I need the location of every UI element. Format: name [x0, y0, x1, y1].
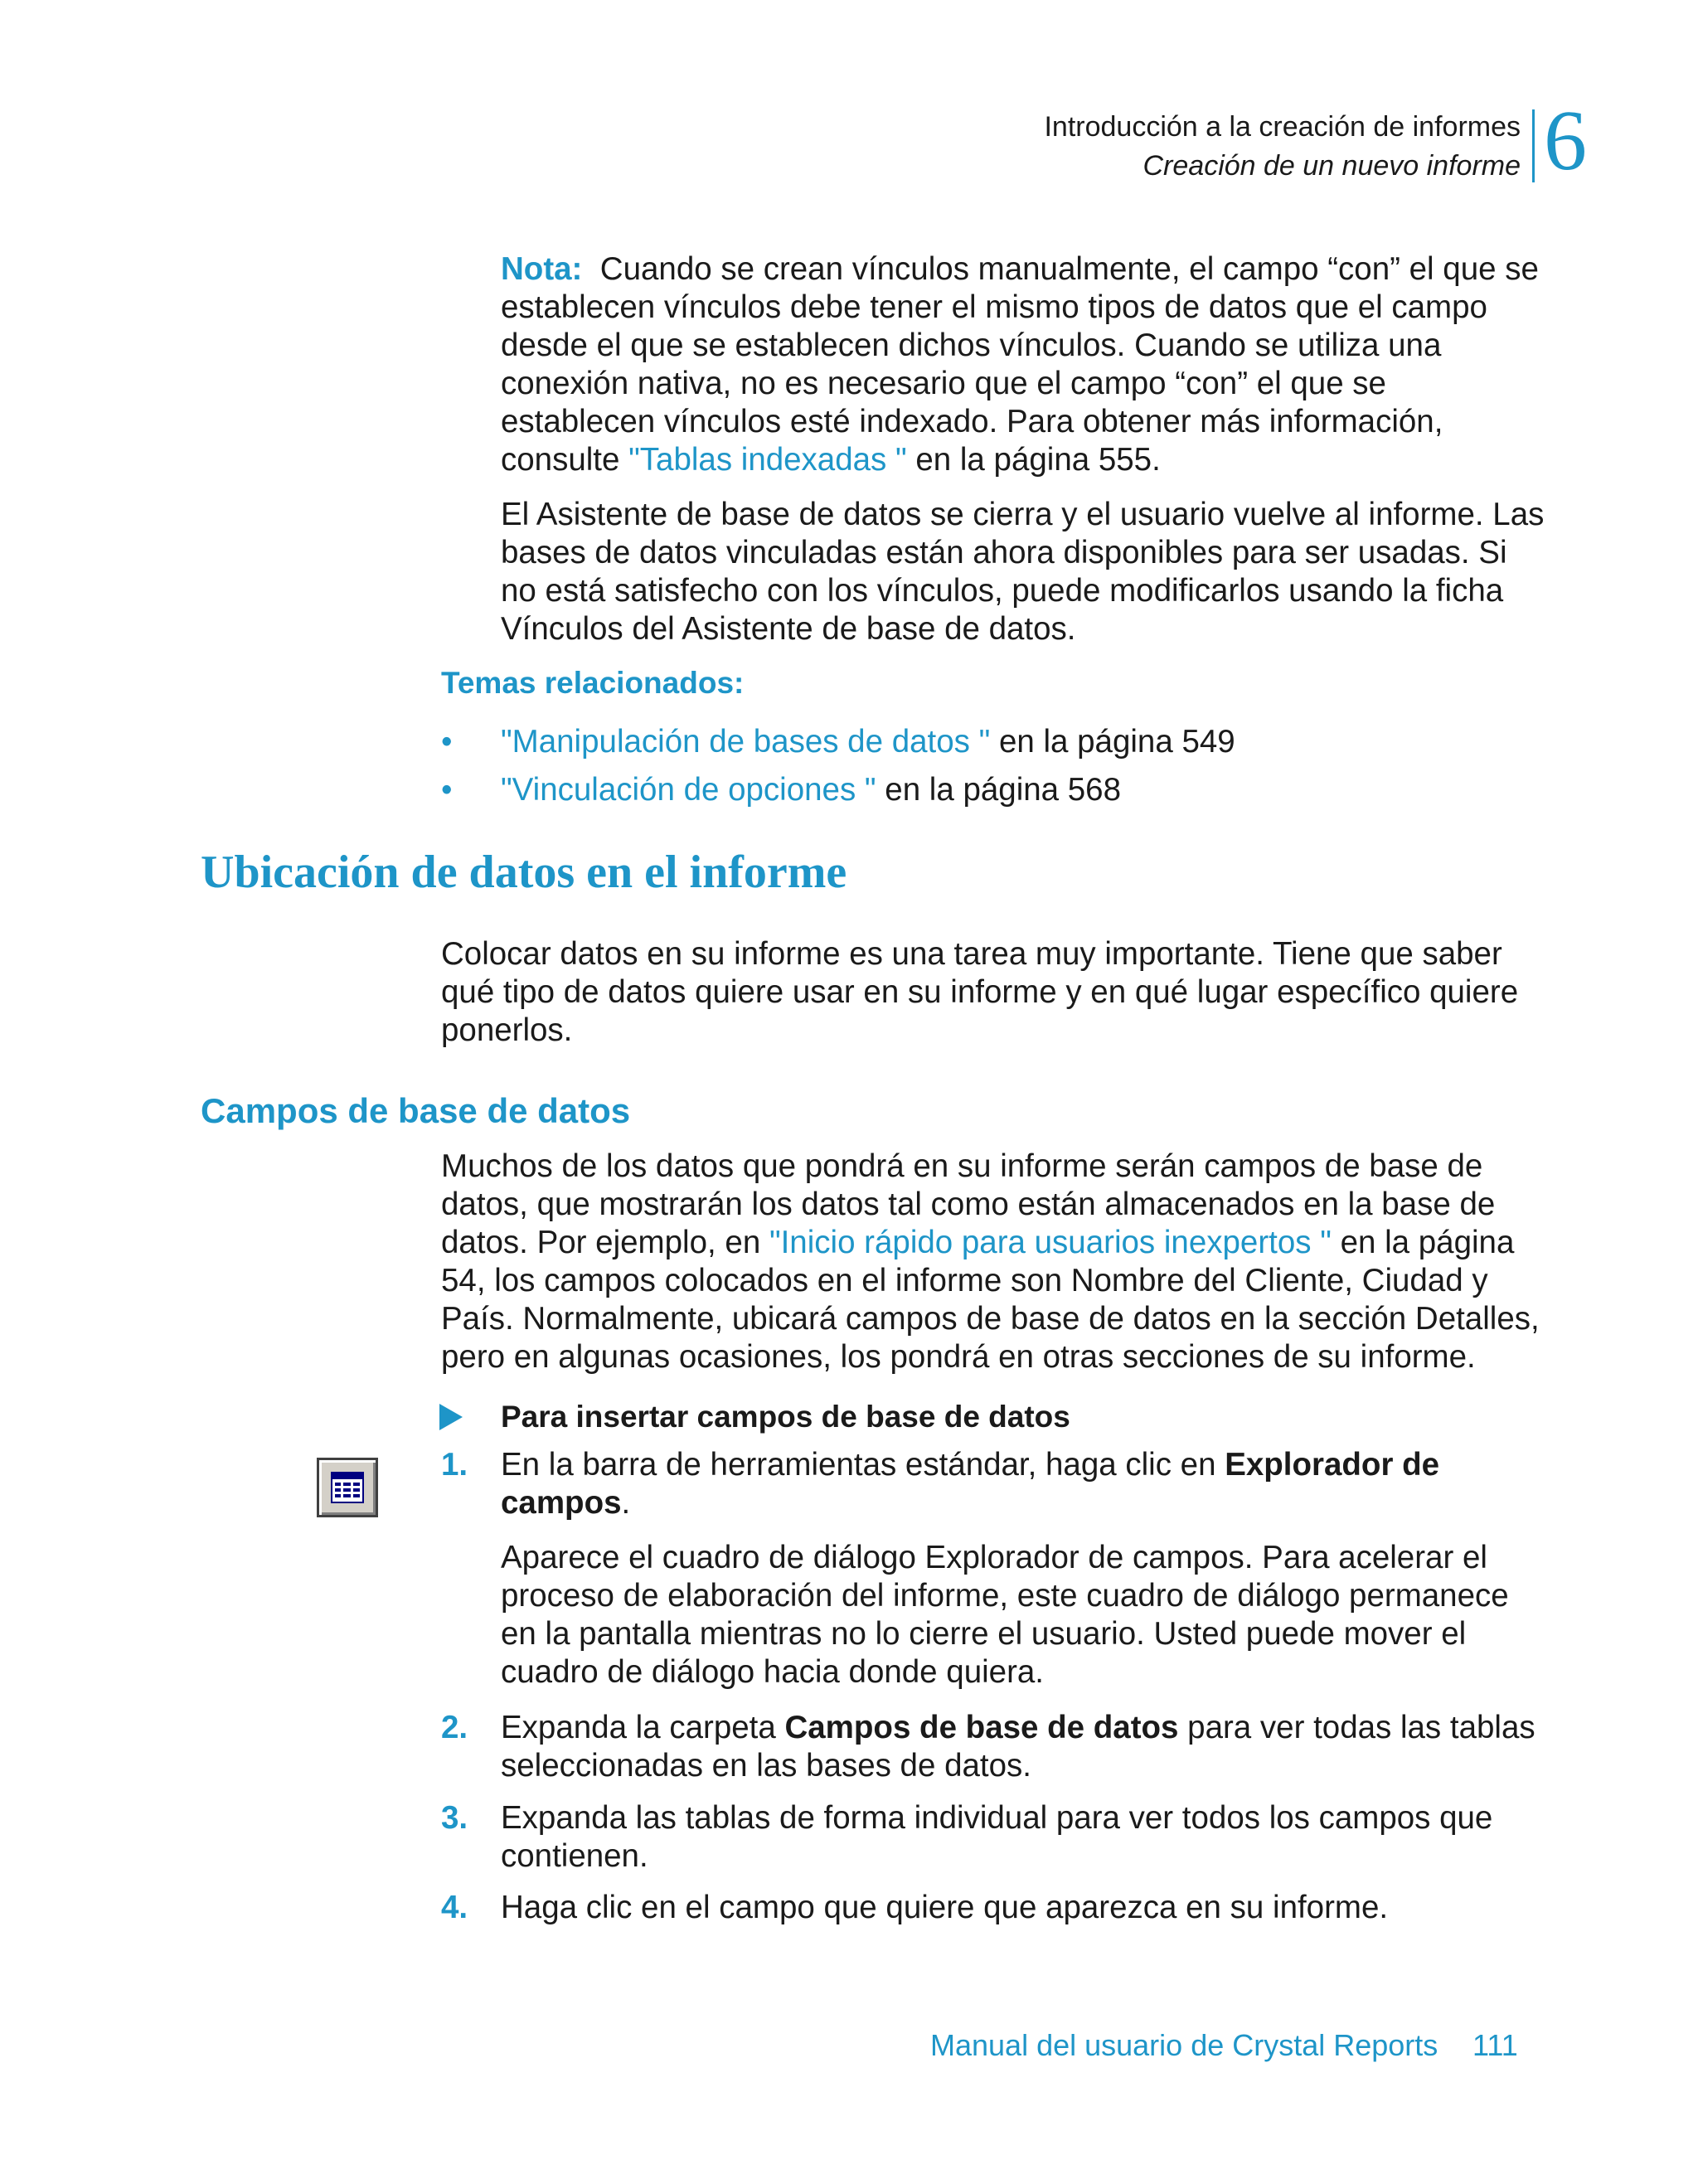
section-heading: Ubicación de datos en el informe [201, 847, 847, 898]
step-text [501, 1709, 1545, 1785]
related-item [501, 771, 1121, 809]
step-number: 1. [441, 1447, 468, 1483]
running-header-chapter: Introducción a la creación de informes [1044, 111, 1521, 143]
note-text: Cuando se crean vínculos manualmente, el campo “con” el que se establecen vínculos debe tener el mismo tipos de datos que el campo desde el que se establecen dichos vínculos. Cuando se utiliza una conexión nativa, no es necesario que el campo “con” el que se establecen vínculos esté indexado. Para obtener más información, consulte [501, 251, 1539, 478]
step-text-part: Expanda la carpeta [501, 1710, 776, 1745]
step-text [501, 1446, 1545, 1522]
step-text [501, 1889, 1545, 1927]
section-paragraph [441, 935, 1552, 1050]
subsection-text: Muchos de los datos que pondrá en su informe serán campos de base de datos, que mostrarán los datos tal como están almacenados en la base de datos. Por ejemplo, en [441, 1148, 1496, 1260]
step-detail [501, 1539, 1545, 1691]
step-number: 2. [441, 1710, 468, 1745]
step-text-part: Expanda las tablas de forma individual para ver todos los campos que contienen. [501, 1800, 1493, 1874]
note-label: Nota: [501, 251, 583, 287]
step-bold-term: Campos de base de datos [784, 1710, 1179, 1745]
paragraph-wizard [501, 496, 1545, 648]
paragraph-wizard-text: El Asistente de base de datos se cierra y el usuario vuelve al informe. Las bases de datos vinculadas están ahora disponibles para ser usadas. Si no está satisfecho con los vínculos, puede modificarlos usando la ficha Vínculos del Asistente de base de datos. [501, 497, 1545, 647]
note-block [501, 250, 1545, 479]
link-inicio-rapido[interactable]: "Inicio rápido para usuarios inexpertos " [769, 1225, 1332, 1260]
subsection-text-after: en la página 54, los campos colocados en el informe son Nombre del Cliente, Ciudad y País. Normalmente, ubicará campos de base de datos en la sección Detalles, pero en algunas ocasiones, los pondrá en otras secciones de su informe. [441, 1225, 1540, 1375]
note-text-after: en la página 555. [915, 442, 1161, 478]
bullet-marker: • [441, 772, 453, 808]
related-topics-heading: Temas relacionados: [441, 666, 745, 700]
step-text-part: . [621, 1485, 631, 1521]
procedure-arrow-icon [439, 1404, 463, 1430]
step-detail-text: Aparece el cuadro de diálogo Explorador de campos. Para acelerar el proceso de elaboración del informe, este cuadro de diálogo permanece en la pantalla mientras no lo cierre el usuario. Usted puede mover el cuadro de diálogo hacia donde quiera. [501, 1540, 1509, 1690]
step-number: 4. [441, 1890, 468, 1925]
link-tablas-indexadas[interactable]: "Tablas indexadas " [628, 442, 907, 478]
step-text-part: Haga clic en el campo que quiere que aparezca en su informe. [501, 1890, 1389, 1925]
step-text-part: para ver todas las tablas seleccionadas en las bases de datos. [501, 1710, 1535, 1784]
related-item [501, 723, 1235, 761]
page-number: 111 [1472, 2028, 1518, 2062]
related-item-suffix: en la página 568 [885, 772, 1122, 808]
subsection-heading: Campos de base de datos [201, 1091, 631, 1130]
running-header-section: Creación de un nuevo informe [1143, 150, 1521, 182]
related-item-suffix: en la página 549 [998, 724, 1235, 760]
subsection-paragraph [441, 1148, 1552, 1376]
step-text [501, 1799, 1545, 1876]
chapter-number: 6 [1544, 93, 1587, 188]
procedure-title: Para insertar campos de base de datos [501, 1400, 1070, 1434]
link-manipulacion-bases[interactable]: "Manipulación de bases de datos " [501, 724, 991, 760]
bullet-marker: • [441, 724, 453, 760]
section-paragraph-text: Colocar datos en su informe es una tarea muy importante. Tiene que saber qué tipo de datos quiere usar en su informe y en qué lugar específico quiere ponerlos. [441, 936, 1519, 1048]
link-vinculacion-opciones[interactable]: "Vinculación de opciones " [501, 772, 876, 808]
header-divider [1532, 109, 1535, 182]
step-bold-term: Explorador de campos [501, 1447, 1440, 1521]
step-text-part: En la barra de herramientas estándar, haga clic en [501, 1447, 1216, 1483]
footer-title: Manual del usuario de Crystal Reports [930, 2028, 1438, 2062]
step-number: 3. [441, 1800, 468, 1836]
field-explorer-icon [317, 1458, 378, 1517]
